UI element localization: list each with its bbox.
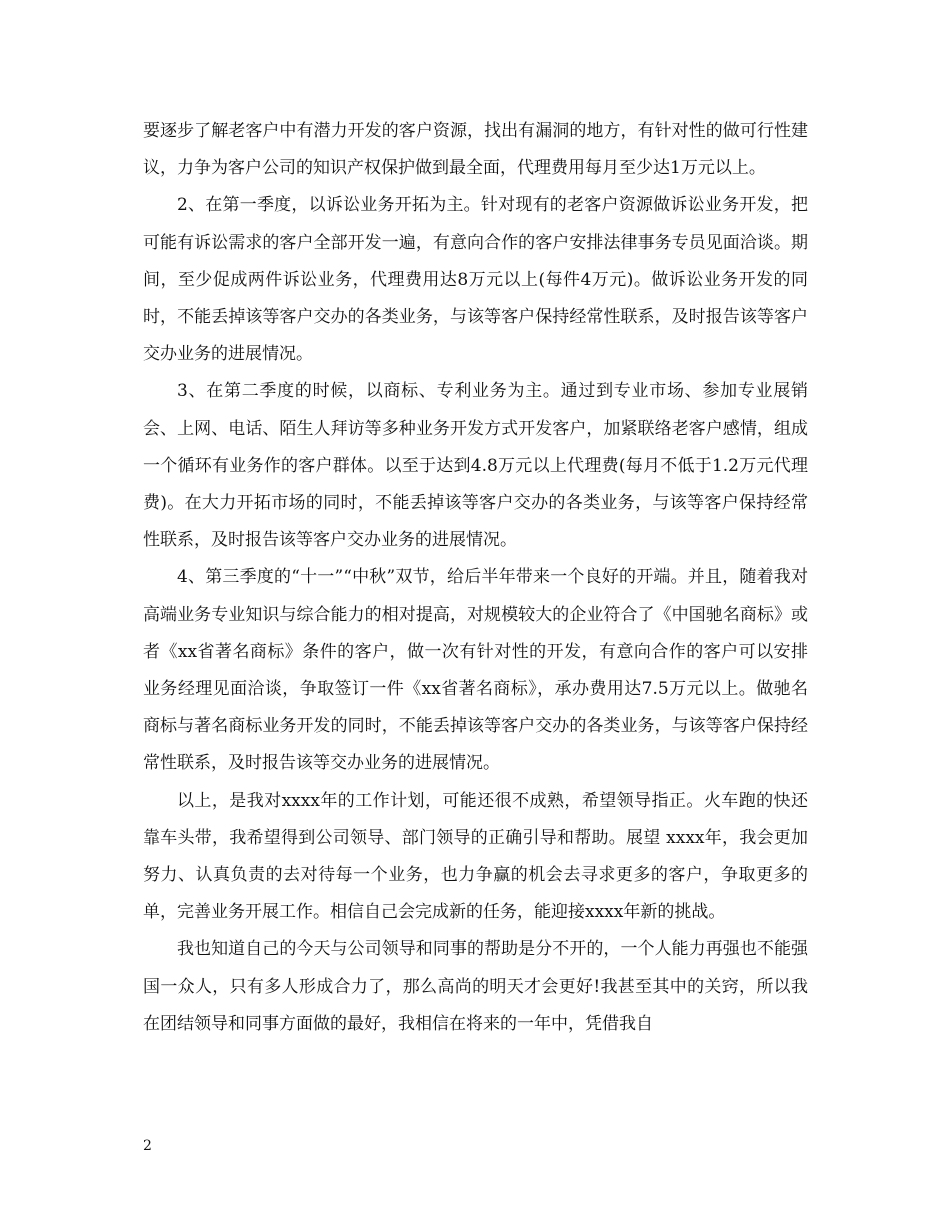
paragraph-continuation: 要逐步了解老客户中有潜力开发的客户资源，找出有漏洞的地方，有针对性的做可行性建议，力争为客户公司的知识产权保护做到最全面，代理费用每月至少达1万元以上。 [143,121,808,179]
body-text [143,113,808,1043]
paragraph-q1-plan: 2、在第一季度，以诉讼业务开拓为主。针对现有的老客户资源做诉讼业务开发，把可能有诉讼需求的客户全部开发一遍，有意向合作的客户安排法律事务专员见面洽谈。期间，至少促成两件诉讼业务，代理费用达8万元以上(每件4万元)。做诉讼业务开发的同时，不能丢掉该等客户交办的各类业务，与该等客户保持经常性联系，及时报告该等客户交办业务的进展情况。 [143,195,808,365]
paragraph-q2-plan: 3、在第二季度的时候，以商标、专利业务为主。通过到专业市场、参加专业展销会、上网、电话、陌生人拜访等多种业务开发方式开发客户，加紧联络老客户感情，组成一个循环有业务作的客户群体。以至于达到4.8万元以上代理费(每月不低于1.2万元代理费)。在大力开拓市场的同时，不能丢掉该等客户交办的各类业务，与该等客户保持经常性联系，及时报告该等客户交办业务的进展情况。 [143,381,808,551]
paragraph-q3-plan: 4、第三季度的“十一”“中秋”双节，给后半年带来一个良好的开端。并且，随着我对高端业务专业知识与综合能力的相对提高，对规模较大的企业符合了《中国驰名商标》或者《xx省著名商标》条件的客户，做一次有针对性的开发，有意向合作的客户可以安排业务经理见面洽谈，争取签订一件《xx省著名商标》，承办费用达7.5万元以上。做驰名商标与著名商标业务开发的同时，不能丢掉该等客户交办的各类业务，与该等客户保持经常性联系，及时报告该等交办业务的进展情况。 [143,567,808,774]
page-number: 2 [143,1138,152,1154]
paragraph-summary: 以上，是我对xxxx年的工作计划，可能还很不成熟，希望领导指正。火车跑的快还靠车头带，我希望得到公司领导、部门领导的正确引导和帮助。展望 xxxx年，我会更加努力、认真负责的去对待每一个业务，也力争赢的机会去寻求更多的客户，争取更多的单，完善业务开展工作。相信自己会完成新的任务，能迎接xxxx年新的挑战。 [143,790,808,923]
paragraph-teamwork: 我也知道自己的今天与公司领导和同事的帮助是分不开的，一个人能力再强也不能强国一众人，只有多人形成合力了，那么高尚的明天才会更好!我甚至其中的关窍，所以我在团结领导和同事方面做的最好，我相信在将来的一年中，凭借我自 [143,939,808,1034]
